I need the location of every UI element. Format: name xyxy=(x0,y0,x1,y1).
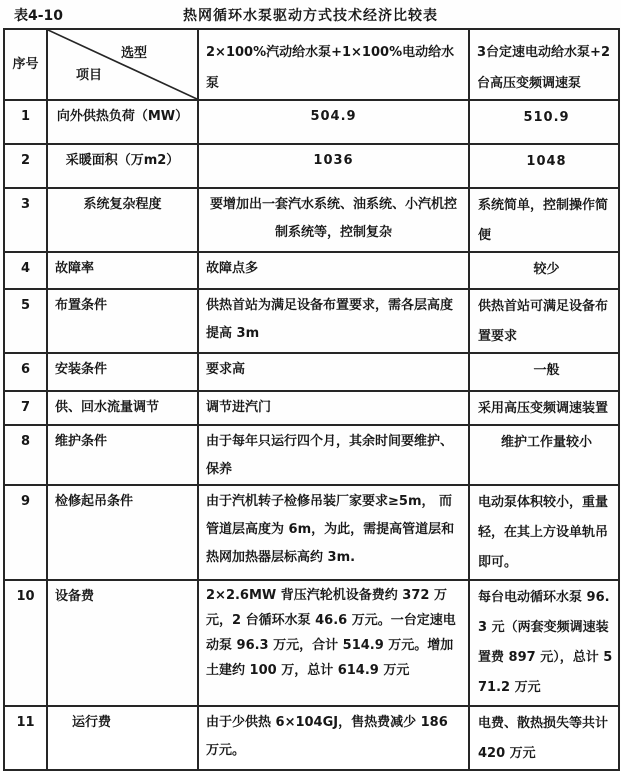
table-row xyxy=(4,188,619,252)
row-serial-cell: 3 xyxy=(4,188,47,252)
row-option-b-cell: 系统简单，控制操作简便 xyxy=(469,188,619,252)
row-option-b-cell: 1048 xyxy=(469,144,619,188)
row-option-b-cell: 一般 xyxy=(469,353,619,391)
row-serial-cell: 4 xyxy=(4,252,47,289)
row-option-a-cell: 2×2.6MW 背压汽轮机设备费约 372 万元，2 台循环水泵 46.6 万元。一台定速电动泵 96.3 万元，合计 514.9 万元。增加土建约 100 万，总计 614.9 万元 xyxy=(198,580,469,706)
row-option-b-cell: 供热首站可满足设备布置要求 xyxy=(469,289,619,353)
row-item-cell: 设备费 xyxy=(47,580,198,706)
row-serial-cell: 9 xyxy=(4,485,47,580)
row-option-b-cell: 510.9 xyxy=(469,100,619,144)
row-item-cell: 布置条件 xyxy=(47,289,198,353)
row-option-b-cell: 电费、散热损失等共计 420 万元 xyxy=(469,706,619,770)
table-number-label: 表4-10 xyxy=(14,8,64,24)
header-row xyxy=(4,29,619,100)
row-item-cell: 运行费 xyxy=(47,706,198,770)
row-serial-cell: 10 xyxy=(4,580,47,706)
header-option-a-cell: 2×100%汽动给水泵+1×100%电动给水泵 xyxy=(198,29,469,100)
table-row xyxy=(4,580,619,706)
row-item-cell: 向外供热负荷（MW） xyxy=(47,100,198,144)
row-option-a-cell: 供热首站为满足设备布置要求，需各层高度提高 3m xyxy=(198,289,469,353)
row-serial-cell: 1 xyxy=(4,100,47,144)
header-diagonal-cell xyxy=(47,29,198,100)
row-option-b-cell: 维护工作量较小 xyxy=(469,425,619,485)
row-option-a-cell: 1036 xyxy=(198,144,469,188)
row-option-b-cell: 采用高压变频调速装置 xyxy=(469,391,619,425)
table-row xyxy=(4,144,619,188)
row-option-b-cell: 较少 xyxy=(469,252,619,289)
row-item-cell: 采暖面积（万m2） xyxy=(47,144,198,188)
header-selection-label: 选型 xyxy=(120,46,147,61)
row-option-a-cell: 故障点多 xyxy=(198,252,469,289)
title-bar xyxy=(0,3,621,27)
row-item-cell: 系统复杂程度 xyxy=(47,188,198,252)
row-serial-cell: 8 xyxy=(4,425,47,485)
row-serial-cell: 2 xyxy=(4,144,47,188)
row-option-a-cell: 504.9 xyxy=(198,100,469,144)
header-option-b-cell: 3台定速电动给水泵+2台高压变频调速泵 xyxy=(469,29,619,100)
row-option-a-cell: 由于每年只运行四个月，其余时间要维护、保养 xyxy=(198,425,469,485)
row-item-cell: 故障率 xyxy=(47,252,198,289)
comparison-table xyxy=(3,28,620,771)
row-option-a-cell: 由于汽机转子检修吊装厂家要求≥5m， 而管道层高度为 6m，为此，需提高管道层和热网加热器层标高约 3m. xyxy=(198,485,469,580)
header-item-label: 项目 xyxy=(76,68,103,83)
row-option-a-cell: 要求高 xyxy=(198,353,469,391)
row-serial-cell: 5 xyxy=(4,289,47,353)
row-serial-cell: 11 xyxy=(4,706,47,770)
row-option-b-cell: 每台电动循环水泵 96.3 元（两套变频调速装置费 897 元），总计 571.2 万元 xyxy=(469,580,619,706)
table-row xyxy=(4,100,619,144)
row-option-a-cell: 由于少供热 6×104GJ，售热费减少 186 万元。 xyxy=(198,706,469,770)
row-option-a-cell: 调节进汽门 xyxy=(198,391,469,425)
row-item-cell: 供、回水流量调节 xyxy=(47,391,198,425)
row-serial-cell: 7 xyxy=(4,391,47,425)
table-row xyxy=(4,391,619,425)
header-serial-cell: 序号 xyxy=(4,29,47,100)
table-row xyxy=(4,252,619,289)
row-item-cell: 检修起吊条件 xyxy=(47,485,198,580)
table-row xyxy=(4,425,619,485)
table-row xyxy=(4,706,619,770)
table-row xyxy=(4,289,619,353)
row-item-cell: 维护条件 xyxy=(47,425,198,485)
table-row xyxy=(4,353,619,391)
row-option-a-cell: 要增加出一套汽水系统、油系统、小汽机控制系统等，控制复杂 xyxy=(198,188,469,252)
row-serial-cell: 6 xyxy=(4,353,47,391)
row-item-cell: 安装条件 xyxy=(47,353,198,391)
row-option-b-cell: 电动泵体积较小，重量轻，在其上方设单轨吊即可。 xyxy=(469,485,619,580)
table-row xyxy=(4,485,619,580)
page-title: 热网循环水泵驱动方式技术经济比较表 xyxy=(183,8,438,24)
